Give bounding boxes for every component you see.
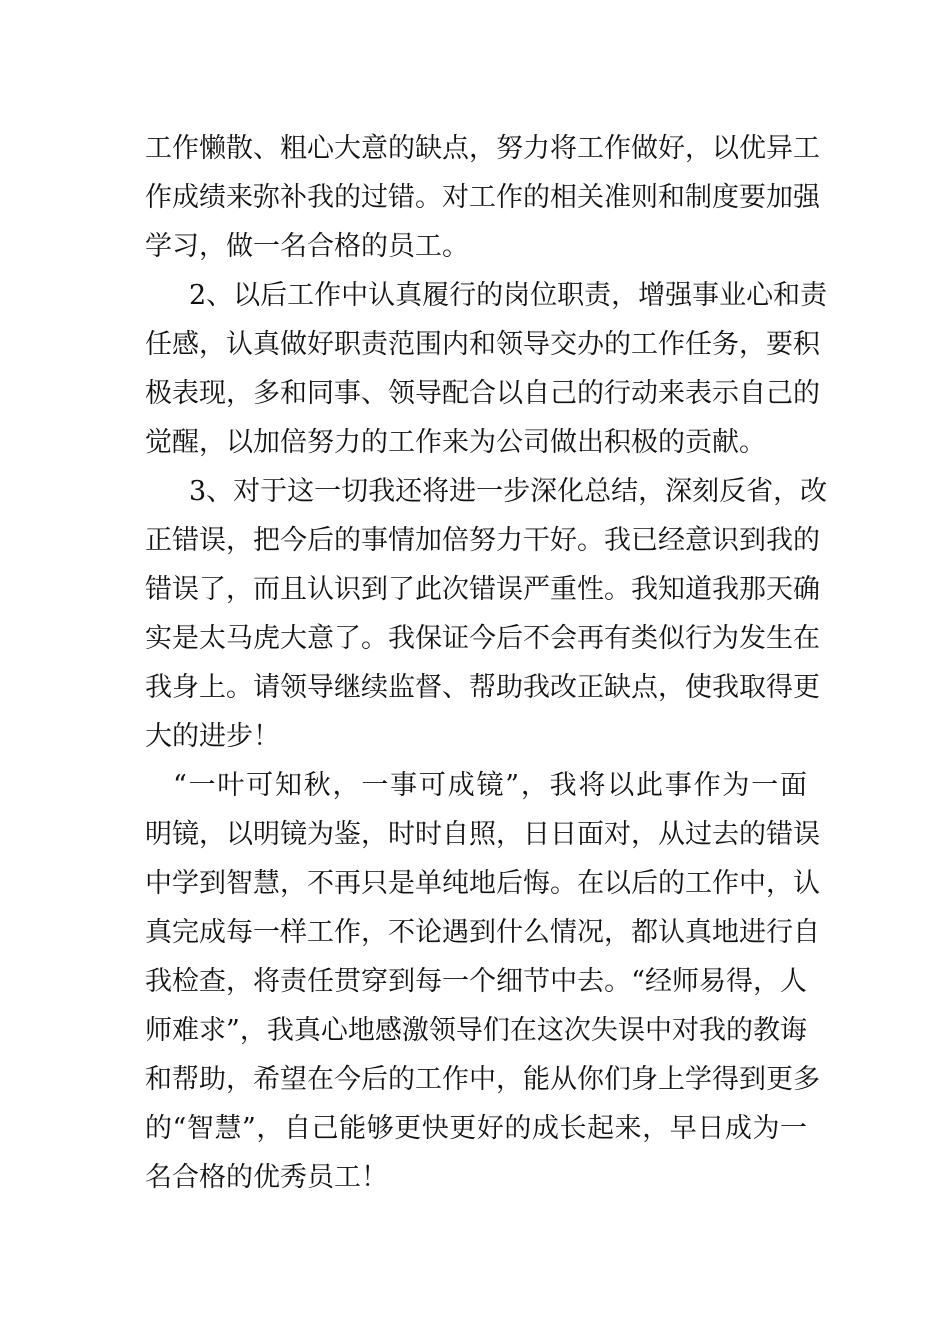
paragraph-line: 2、以后工作中认真履行的岗位职责，增强事业心和责: [189, 280, 828, 311]
paragraph-line: 和帮助，希望在今后的工作中，能从你们身上学得到更多: [145, 1064, 820, 1095]
paragraph-line: 我身上。请领导继续监督、帮助我改正缺点，使我取得更: [145, 672, 820, 703]
paragraph-line: 错误了，而且认识到了此次错误严重性。我知道我那天确: [145, 574, 820, 605]
paragraph-line: 的“智慧”，自己能够更快更好的成长起来，早日成为一: [145, 1113, 807, 1144]
paragraph-line: 觉醒，以加倍努力的工作来为公司做出积极的贡献。: [145, 427, 766, 458]
paragraph-4: [145, 761, 820, 1202]
paragraph-line: 实是太马虎大意了。我保证今后不会再有类似行为发生在: [145, 623, 820, 654]
paragraph-line: 真完成每一样工作，不论遇到什么情况，都认真地进行自: [145, 917, 820, 948]
paragraph-line: 学习，做一名合格的员工。: [145, 231, 469, 262]
paragraph-line: 3、对于这一切我还将进一步深化总结，深刻反省，改: [189, 476, 828, 507]
paragraph-line: 极表现，多和同事、领导配合以自己的行动来表示自己的: [145, 378, 820, 409]
paragraph-line: 我检查，将责任贯穿到每一个细节中去。“经师易得，人: [145, 966, 807, 997]
paragraph-line: 任感，认真做好职责范围内和领导交办的工作任务，要积: [145, 329, 820, 360]
paragraph-line: 名合格的优秀员工！: [145, 1162, 388, 1193]
paragraph-line: 师难求”，我真心地感激领导们在这次失误中对我的教诲: [145, 1015, 807, 1046]
paragraph-line: 大的进步！: [145, 721, 280, 752]
paragraph-line: 工作懒散、粗心大意的缺点，努力将工作做好，以优异工: [145, 133, 820, 164]
paragraph-1: [145, 124, 820, 271]
paragraph-line: 作成绩来弥补我的过错。对工作的相关准则和制度要加强: [145, 182, 820, 213]
paragraph-3: [145, 467, 828, 761]
paragraph-line: “一叶可知秋，一事可成镜”，我将以此事作为一面: [173, 770, 807, 801]
paragraph-line: 中学到智慧，不再只是单纯地后悔。在以后的工作中，认: [145, 868, 820, 899]
paragraph-2: [145, 271, 828, 467]
paragraph-line: 明镜，以明镜为鉴，时时自照，日日面对，从过去的错误: [145, 819, 820, 850]
paragraph-line: 正错误，把今后的事情加倍努力干好。我已经意识到我的: [145, 525, 820, 556]
document-body: [145, 124, 828, 1202]
